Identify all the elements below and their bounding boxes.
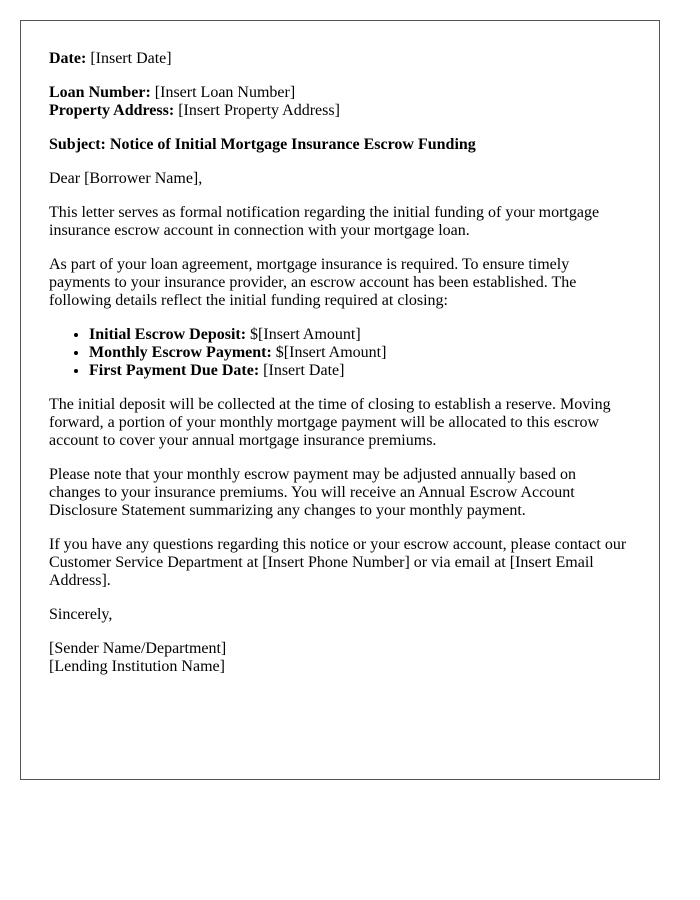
property-address-value: [Insert Property Address]	[178, 102, 340, 119]
detail-label: First Payment Due Date:	[89, 362, 260, 379]
paragraph-deposit: The initial deposit will be collected at the time of closing to establish a reserve. Moving forward, a portion of your monthly mortgage payment will be allocated to this escrow account to cover your annual mortgage insurance premiums.	[49, 396, 611, 449]
paragraph-contact: If you have any questions regarding this notice or your escrow account, please contact our Customer Service Department at [Insert Phone Number] or via email at [Insert Email Address].	[49, 536, 627, 589]
sender-name: [Sender Name/Department]	[49, 640, 227, 657]
detail-value: [Insert Date]	[263, 362, 345, 379]
list-item	[89, 344, 631, 362]
institution-name: [Lending Institution Name]	[49, 658, 225, 675]
paragraph-adjustment: Please note that your monthly escrow payment may be adjusted annually based on changes to your insurance premiums. You will receive an Annual Escrow Account Disclosure Statement summarizing any changes to your monthly payment.	[49, 466, 576, 519]
paragraph-agreement: As part of your loan agreement, mortgage insurance is required. To ensure timely payments to your insurance provider, an escrow account has been established. The following details reflect the initial funding required at closing:	[49, 256, 577, 309]
property-address-line	[49, 102, 631, 120]
list-item	[89, 326, 631, 344]
date-value: [Insert Date]	[90, 50, 172, 67]
subject-line	[49, 136, 631, 154]
subject-text: Subject: Notice of Initial Mortgage Insurance Escrow Funding	[49, 136, 476, 153]
property-address-label: Property Address:	[49, 102, 175, 119]
date-label: Date:	[49, 50, 87, 67]
detail-label: Initial Escrow Deposit:	[89, 326, 247, 343]
detail-label: Monthly Escrow Payment:	[89, 344, 272, 361]
date-line	[49, 50, 631, 68]
loan-number-line	[49, 84, 631, 102]
list-item	[89, 362, 631, 380]
escrow-details-list	[49, 326, 631, 380]
letter-container	[20, 20, 660, 780]
salutation: Dear [Borrower Name],	[49, 170, 203, 187]
paragraph-intro: This letter serves as formal notification regarding the initial funding of your mortgage insurance escrow account in connection with your mortgage loan.	[49, 204, 600, 239]
closing: Sincerely,	[49, 606, 113, 623]
detail-value: $[Insert Amount]	[275, 344, 387, 361]
detail-value: $[Insert Amount]	[250, 326, 361, 343]
loan-number-value: [Insert Loan Number]	[154, 84, 296, 101]
loan-number-label: Loan Number:	[49, 84, 151, 101]
